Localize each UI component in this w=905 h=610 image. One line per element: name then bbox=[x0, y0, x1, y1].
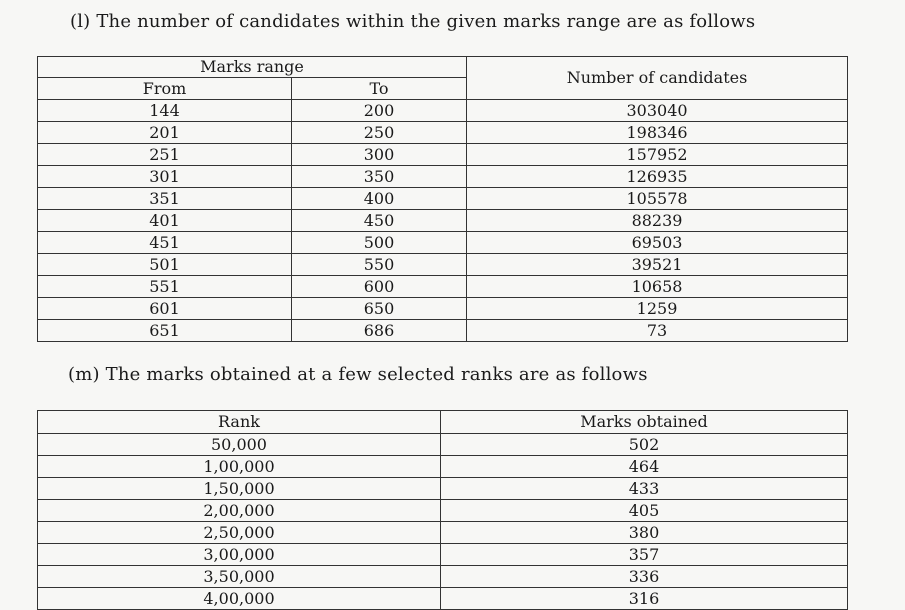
from-cell: 401 bbox=[38, 210, 292, 232]
from-cell: 651 bbox=[38, 320, 292, 342]
rank-marks-table bbox=[37, 410, 848, 610]
table-row bbox=[38, 434, 848, 456]
table-row bbox=[38, 254, 848, 276]
from-cell: 201 bbox=[38, 122, 292, 144]
marks-cell: 336 bbox=[441, 566, 848, 588]
section-m-heading: (m) The marks obtained at a few selected ranks are as follows bbox=[68, 364, 648, 385]
candidates-cell: 73 bbox=[467, 320, 848, 342]
candidates-cell: 198346 bbox=[467, 122, 848, 144]
table-row bbox=[38, 544, 848, 566]
marks-cell: 502 bbox=[441, 434, 848, 456]
marks-range-table bbox=[37, 56, 848, 342]
to-cell: 300 bbox=[292, 144, 467, 166]
to-cell: 400 bbox=[292, 188, 467, 210]
section-l-heading: (l) The number of candidates within the given marks range are as follows bbox=[70, 11, 756, 32]
candidates-cell: 1259 bbox=[467, 298, 848, 320]
rank-marks-table-body bbox=[38, 434, 848, 610]
from-header: From bbox=[38, 78, 292, 100]
table-row bbox=[38, 478, 848, 500]
candidates-cell: 88239 bbox=[467, 210, 848, 232]
rank-cell: 50,000 bbox=[38, 434, 441, 456]
from-cell: 601 bbox=[38, 298, 292, 320]
candidates-cell: 157952 bbox=[467, 144, 848, 166]
table-row bbox=[38, 298, 848, 320]
table-row bbox=[38, 500, 848, 522]
rank-cell: 3,00,000 bbox=[38, 544, 441, 566]
to-cell: 500 bbox=[292, 232, 467, 254]
to-header: To bbox=[292, 78, 467, 100]
marks-cell: 405 bbox=[441, 500, 848, 522]
table-row bbox=[38, 122, 848, 144]
from-cell: 251 bbox=[38, 144, 292, 166]
table-row bbox=[38, 144, 848, 166]
marks-range-header: Marks range bbox=[38, 57, 467, 78]
table-row bbox=[38, 522, 848, 544]
table-row bbox=[38, 320, 848, 342]
marks-range-table-body bbox=[38, 100, 848, 342]
to-cell: 686 bbox=[292, 320, 467, 342]
from-cell: 301 bbox=[38, 166, 292, 188]
rank-cell: 4,00,000 bbox=[38, 588, 441, 610]
from-cell: 501 bbox=[38, 254, 292, 276]
rank-cell: 2,50,000 bbox=[38, 522, 441, 544]
number-of-candidates-header: Number of candidates bbox=[467, 57, 848, 100]
candidates-cell: 10658 bbox=[467, 276, 848, 298]
rank-header: Rank bbox=[38, 411, 441, 434]
from-cell: 144 bbox=[38, 100, 292, 122]
from-cell: 551 bbox=[38, 276, 292, 298]
rank-cell: 1,00,000 bbox=[38, 456, 441, 478]
table-row bbox=[38, 566, 848, 588]
marks-cell: 433 bbox=[441, 478, 848, 500]
rank-cell: 3,50,000 bbox=[38, 566, 441, 588]
from-cell: 451 bbox=[38, 232, 292, 254]
table-row bbox=[38, 166, 848, 188]
to-cell: 650 bbox=[292, 298, 467, 320]
marks-cell: 464 bbox=[441, 456, 848, 478]
marks-obtained-header: Marks obtained bbox=[441, 411, 848, 434]
candidates-cell: 126935 bbox=[467, 166, 848, 188]
from-cell: 351 bbox=[38, 188, 292, 210]
table-row bbox=[38, 588, 848, 610]
to-cell: 450 bbox=[292, 210, 467, 232]
to-cell: 200 bbox=[292, 100, 467, 122]
table-row bbox=[38, 188, 848, 210]
candidates-cell: 105578 bbox=[467, 188, 848, 210]
to-cell: 250 bbox=[292, 122, 467, 144]
to-cell: 550 bbox=[292, 254, 467, 276]
marks-cell: 316 bbox=[441, 588, 848, 610]
table-row bbox=[38, 456, 848, 478]
candidates-cell: 303040 bbox=[467, 100, 848, 122]
candidates-cell: 39521 bbox=[467, 254, 848, 276]
candidates-cell: 69503 bbox=[467, 232, 848, 254]
to-cell: 350 bbox=[292, 166, 467, 188]
marks-cell: 357 bbox=[441, 544, 848, 566]
to-cell: 600 bbox=[292, 276, 467, 298]
table-row bbox=[38, 100, 848, 122]
table-row bbox=[38, 232, 848, 254]
rank-cell: 1,50,000 bbox=[38, 478, 441, 500]
marks-cell: 380 bbox=[441, 522, 848, 544]
table-row bbox=[38, 276, 848, 298]
table-row bbox=[38, 210, 848, 232]
rank-cell: 2,00,000 bbox=[38, 500, 441, 522]
